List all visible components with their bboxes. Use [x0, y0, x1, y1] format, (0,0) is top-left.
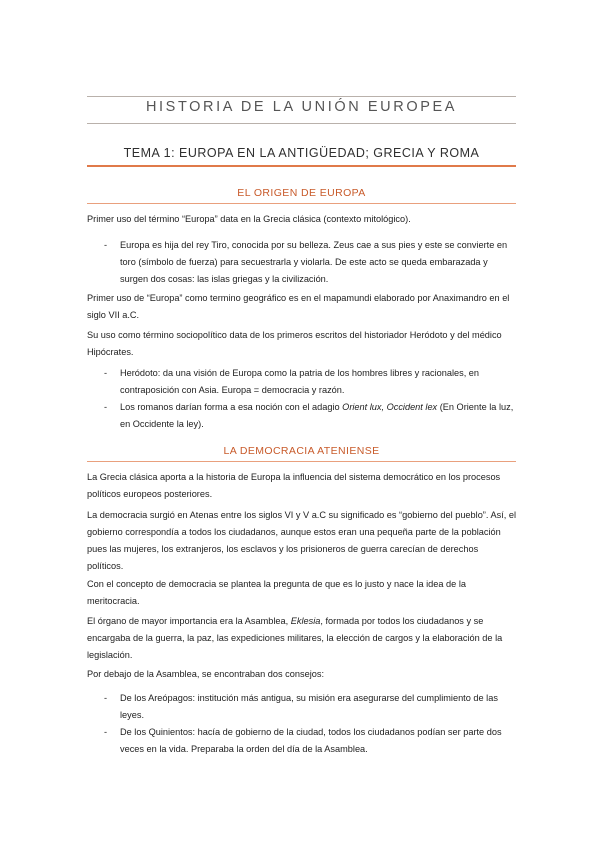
section-underline-origen	[87, 203, 516, 204]
list-item	[87, 399, 516, 433]
paragraph: Con el concepto de democracia se plantea la pregunta de que es lo justo y nace la idea de la meritocracia.	[87, 579, 466, 606]
bullet-list	[87, 365, 516, 433]
paragraph: La Grecia clásica aporta a la historia de Europa la influencia del sistema democrático en los procesos políticos europeos posteriores.	[87, 472, 501, 499]
list-item: - Europa es hija del rey Tiro, conocida por su belleza. Zeus cae a sus pies y este se convierte en toro (símbolo de fuerza) para secuestrarla y violarla. De este acto se queda embarazada y surgen dos cosas: las islas griegas y la civilización.	[87, 237, 516, 288]
section-underline-democracia	[87, 461, 516, 462]
list-item: - De los Quinientos: hacía de gobierno de la ciudad, todos los ciudadanos podían ser parte dos veces en la vida. Preparaba la orden del día de la Asamblea.	[87, 724, 516, 758]
paragraph-text: El órgano de mayor importancia era la Asamblea,	[87, 616, 291, 626]
paragraph: Por debajo de la Asamblea, se encontraban dos consejos:	[87, 669, 324, 679]
bullet-list	[87, 237, 516, 288]
paragraph	[87, 613, 516, 664]
section-heading-democracia: LA DEMOCRACIA ATENIENSE	[223, 445, 380, 457]
tema-underline	[87, 165, 516, 167]
latin-adage: Orient lux, Occident lex	[342, 402, 438, 412]
title-top-rule	[87, 96, 516, 97]
paragraph-text: , formada por todos los ciudadanos y se encargaba de la guerra, la paz, las expediciones militares, la elección de cargos y la elaboración de la legislación.	[87, 616, 503, 660]
list-item: - Heródoto: da una visión de Europa como la patria de los hombres libres y racionales, en contraposición con Asia. Europa = democracia y razón.	[87, 365, 516, 399]
tema-title: TEMA 1: EUROPA EN LA ANTIGÜEDAD; GRECIA Y ROMA	[123, 146, 480, 160]
list-item-text: Los romanos darían forma a esa noción con el adagio	[120, 402, 343, 412]
bullet-list	[87, 690, 516, 758]
list-item-text: (En Oriente la luz, en Occidente la ley).	[120, 402, 514, 429]
paragraph: La democracia surgió en Atenas entre los siglos VI y V a.C su significado es “gobierno del pueblo”. Así, el gobierno correspondía a todos los ciudadanos, aunque estos eran una pequeña parte de la población pues las mujeres, los extranjeros, los esclavos y los prisioneros de guerra carecían de derechos políticos.	[87, 510, 516, 571]
paragraph: Primer uso del término “Europa” data en la Grecia clásica (contexto mitológico).	[87, 214, 411, 224]
paragraph: Primer uso de “Europa” como termino geográfico es en el mapamundi elaborado por Anaximandro en el siglo VII a.C.	[87, 293, 510, 320]
list-item: - De los Areópagos: institución más antigua, su misión era asegurarse del cumplimiento de las leyes.	[87, 690, 516, 724]
eklesia-term: Eklesia	[290, 616, 321, 626]
paragraph: Su uso como término sociopolítico data de los primeros escritos del historiador Heródoto y del médico Hipócrates.	[87, 330, 502, 357]
title-bottom-rule	[87, 123, 516, 124]
section-heading-origen: EL ORIGEN DE EUROPA	[237, 187, 366, 199]
document-title: HISTORIA DE LA UNIÓN EUROPEA	[145, 99, 458, 115]
